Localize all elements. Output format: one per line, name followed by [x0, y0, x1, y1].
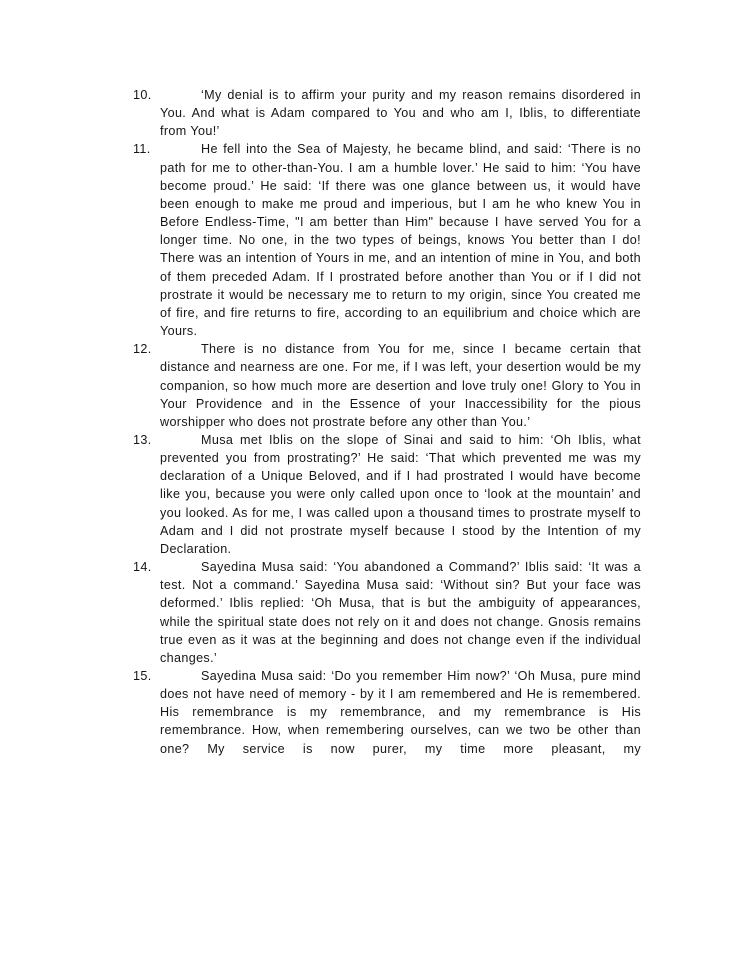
- numbered-paragraph: [133, 558, 641, 667]
- paragraph-number: 13.: [133, 432, 152, 447]
- numbered-paragraph: [133, 431, 641, 558]
- paragraph-text: [160, 667, 641, 776]
- paragraph-number: 12.: [133, 342, 152, 357]
- numbered-paragraph: [133, 86, 641, 140]
- paragraph-body-text: Sayedina Musa said: ‘Do you remember Him now?’ ‘Oh Musa, pure mind does not have need of memory - by it I am remembered and He is remembered. His remembrance is my remembrance, and my remembrance is His remembrance. How, when remembering ourselves, can we two be other than one? My service is now purer, my time more pleasant, my: [160, 669, 641, 756]
- text-column: [133, 86, 641, 776]
- paragraph-text: [160, 431, 641, 558]
- paragraph-body-text: Musa met Iblis on the slope of Sinai and said to him: ‘Oh Iblis, what prevented you from prostrating?’ He said: ‘That which prevented me was my declaration of a Unique Beloved, and if I had prostrated I would have become like you, because you were only called upon once to ‘look at the mountain’ and you looked. As for me, I was called upon a thousand times to prostrate myself to Adam and I did not prostrate myself because I stood by the Intention of my Declaration.: [160, 432, 641, 556]
- paragraph-body-text: There is no distance from You for me, since I became certain that distance and nearness are one. For me, if I was left, your desertion would be my companion, so how much more are desertion and love truly one! Glory to You in Your Providence and in the Essence of your Inaccessibility for the pious worshipper who does not prostrate before any other than You.’: [160, 342, 641, 429]
- paragraph-text: [160, 340, 641, 431]
- numbered-paragraph: [133, 340, 641, 431]
- numbered-paragraph: [133, 140, 641, 340]
- paragraph-number: 11.: [133, 142, 151, 157]
- paragraph-number: 10.: [133, 88, 152, 102]
- paragraph-text: [160, 140, 641, 340]
- paragraph-body-text: He fell into the Sea of Majesty, he became blind, and said: ‘There is no path for me to other-than-You. I am a humble lover.’ He said to him: ‘You have become proud.’ He said: ‘If there was one glance between us, it would have been enough to make me proud and imperious, but I am he who knew You in Before Endless-Time, "I am better than Him" because I have served You for a longer time. No one, in the two types of beings, knows You better than I do! There was an intention of Yours in me, and an intention of mine in You, and both of them preceded Adam. If I prostrated before another than You or if I did not prostrate it would be necessary me to return to my origin, since You created me of fire, and fire returns to fire, according to an equilibrium and choice which are Yours.: [160, 142, 641, 339]
- paragraph-number: 14.: [133, 560, 152, 575]
- numbered-paragraph: [133, 667, 641, 776]
- paragraph-body-text: Sayedina Musa said: ‘You abandoned a Command?’ Iblis said: ‘It was a test. Not a command.’ Sayedina Musa said: ‘Without sin? But your face was deformed.’ Iblis replied: ‘Oh Musa, that is but the ambiguity of appearances, while the spiritual state does not rely on it and does not change. Gnosis remains true even as it was at the beginning and does not change even if the individual changes.’: [160, 560, 641, 665]
- paragraph-text: [160, 558, 641, 667]
- paragraph-number: 15.: [133, 669, 152, 683]
- paragraph-text: [160, 86, 641, 140]
- paragraph-body-text: ‘My denial is to affirm your purity and my reason remains disordered in You. And what is Adam compared to You and who am I, Iblis, to differentiate from You!’: [160, 88, 641, 139]
